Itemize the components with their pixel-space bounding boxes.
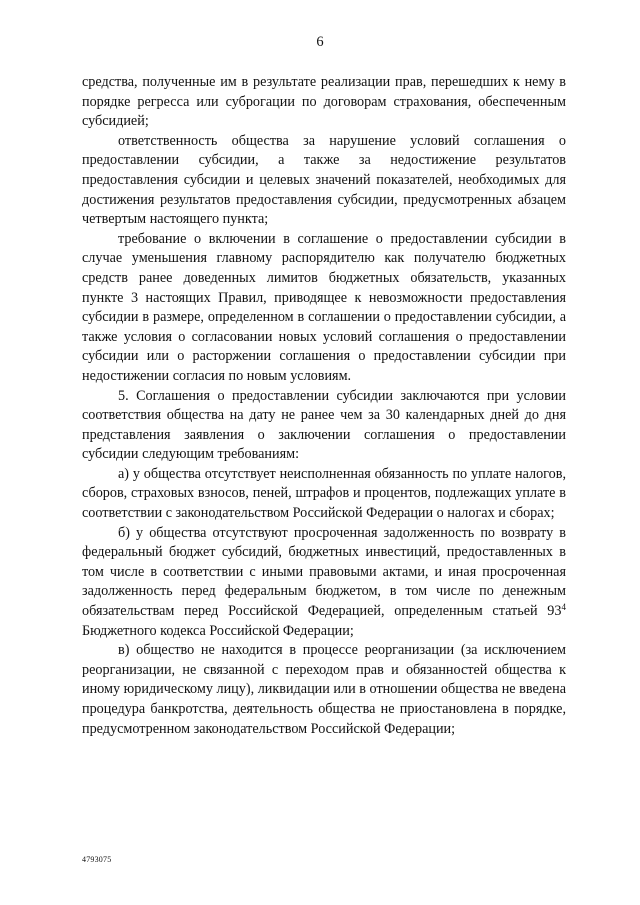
requirement-b-text: б) у общества отсутствуют просроченная задолженность по возврату в федеральный бюджет субсидий, бюджетных инвестиций, предоставленных в том числе в соответствии с иными правовыми актами, и иная просроченная задолженность перед федеральным бюджетом, в том числе по денежным обязательствам перед Российской Федерацией, определенным статьей 93: [82, 524, 566, 620]
requirement-b-tail: Бюджетного кодекса Российской Федерации;: [82, 622, 354, 639]
document-code: 4793075: [82, 855, 112, 864]
paragraph-requirement-a: а) у общества отсутствует неисполненная обязанность по уплате налогов, сборов, страховых взносов, пеней, штрафов и процентов, подлежащих уплате в соответствии с законодательством Российской Федерации о налогах и сборах;: [82, 465, 566, 522]
paragraph-insurance-funds: средства, полученные им в результате реализации прав, перешедших к нему в порядке регресса или суброгации по договорам страхования, обеспеченным субсидией;: [82, 74, 566, 130]
paragraph-liability: ответственность общества за нарушение условий соглашения о предоставлении субсидии, а также за недостижение результатов предоставления субсидии и целевых значений показателей, необходимых для достижения результатов предоставления субсидии, предусмотренных абзацем четвертым настоящего пункта;: [82, 132, 566, 228]
document-body: [82, 73, 566, 739]
page-number: 6: [316, 34, 324, 50]
article-superscript: 4: [561, 602, 566, 613]
paragraph-requirement-v: в) общество не находится в процессе реорганизации (за исключением реорганизации, не связанной с переходом прав и обязанностей общества к иному юридическому лицу), ликвидации или в отношении общества не введена процедура банкротства, деятельность общества не приостановлена в порядке, предусмотренном законодательством Российской Федерации;: [82, 642, 566, 737]
paragraph-section-5: 5. Соглашения о предоставлении субсидии заключаются при условии соответствия общества на дату не ранее чем за 30 календарных дней до дня представления заявления о заключении соглашения о предоставлении субсидии следующим требованиям:: [82, 387, 566, 463]
paragraph-limits-reduction: требование о включении в соглашение о предоставлении субсидии в случае уменьшения главному распорядителю как получателю бюджетных средств ранее доведенных лимитов бюджетных обязательств, указанных пункте 3 настоящих Правил, приводящее к невозможности предоставления субсидии в размере, определенном в соглашении о предоставлении субсидии, а также условия о согласовании новых условий соглашения о предоставлении субсидии или о расторжении соглашения о предоставлении субсидии при недостижении согласия по новым условиям.: [82, 230, 566, 384]
paragraph-requirement-b: [82, 524, 566, 642]
